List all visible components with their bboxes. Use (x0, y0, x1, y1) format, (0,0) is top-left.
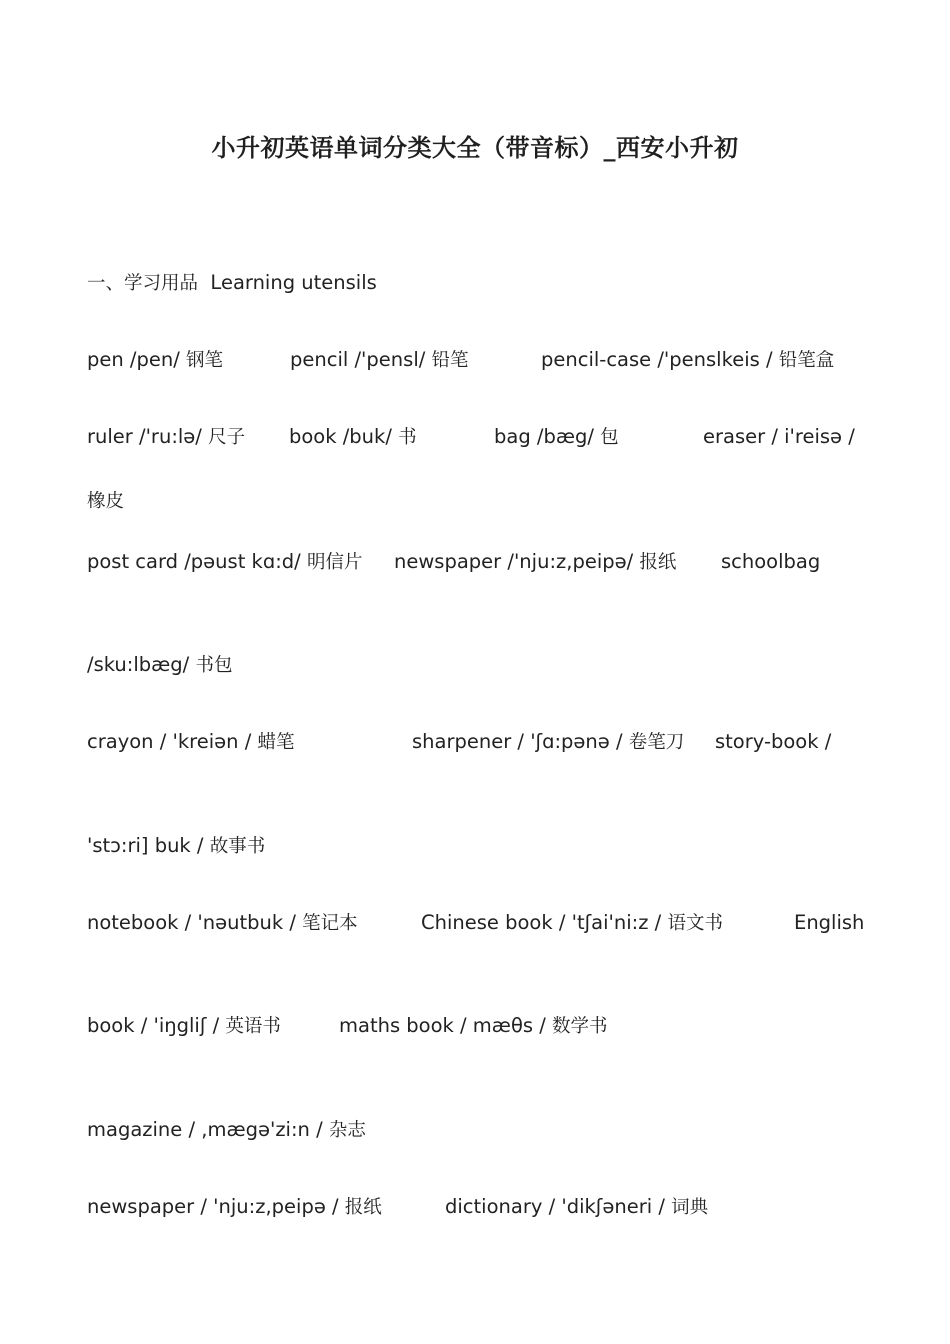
entry-cn: 橡皮 (87, 491, 125, 512)
entry-cn: 报纸 (639, 552, 677, 573)
entry-cn: 明信片 (306, 552, 363, 573)
entry-sharpener (412, 729, 684, 756)
entry-maths-book (339, 1013, 608, 1040)
entry-pencil-case (541, 347, 834, 374)
entry-pencil (290, 347, 469, 374)
entry-en: newspaper / 'nju:z,peipə / (87, 1195, 345, 1218)
entry-cn: 蜡笔 (257, 732, 295, 753)
entry-post-card (87, 549, 362, 576)
entry-en: book /buk/ (289, 425, 399, 448)
entry-crayon (87, 729, 294, 756)
entry-cn: 故事书 (209, 836, 266, 857)
entry-notebook (87, 910, 358, 937)
entry-en: eraser / i'reisə / (703, 425, 855, 448)
entry-english (794, 910, 864, 936)
entry-eraser-cn (87, 489, 124, 515)
entry-chinese-book (421, 910, 723, 937)
entry-en: dictionary / 'dikʃəneri / (445, 1195, 672, 1218)
entry-cn: 包 (600, 427, 619, 448)
entry-story-book-phonetic (87, 833, 265, 860)
entry-en: magazine / ,mægə'zi:n / (87, 1118, 329, 1141)
entry-en: crayon / 'kreiən / (87, 730, 258, 753)
entry-en: sharpener / 'ʃɑ:pənə / (412, 730, 629, 753)
entry-cn: 铅笔盒 (778, 350, 835, 371)
entry-en: newspaper /'nju:z,peipə/ (394, 550, 640, 573)
entry-schoolbag-phonetic (87, 652, 232, 679)
entry-pen (87, 347, 223, 374)
entry-book (289, 424, 417, 451)
entry-cn: 词典 (671, 1197, 709, 1218)
entry-cn: 钢笔 (186, 350, 224, 371)
entry-english-book (87, 1013, 281, 1040)
entry-cn: 书包 (195, 655, 233, 676)
entry-cn: 杂志 (328, 1120, 366, 1141)
entry-cn: 数学书 (552, 1016, 608, 1037)
entry-cn: 英语书 (225, 1016, 281, 1037)
entry-en: notebook / 'nəutbuk / (87, 911, 303, 934)
entry-cn: 尺子 (208, 427, 246, 448)
entry-schoolbag (721, 549, 820, 575)
document-title: 小升初英语单词分类大全（带音标）_西安小升初 (211, 134, 739, 162)
entry-cn: 卷笔刀 (628, 732, 685, 753)
entry-cn: 报纸 (344, 1197, 382, 1218)
entry-newspaper-2 (87, 1194, 382, 1221)
entry-en: pencil-case /'penslkeis / (541, 348, 779, 371)
entry-en: bag /bæg/ (494, 425, 601, 448)
entry-cn: 笔记本 (302, 913, 358, 934)
entry-en: ruler /'ru:lə/ (87, 425, 209, 448)
entry-story-book (715, 729, 831, 755)
entry-magazine (87, 1117, 366, 1144)
entry-en: 'stɔ:ri] buk / (87, 834, 210, 857)
entry-en: story-book / (715, 730, 832, 753)
entry-en: post card /pəust kɑ:d/ (87, 550, 307, 573)
entry-cn: 铅笔 (431, 350, 469, 371)
entry-cn: 语文书 (667, 913, 723, 934)
entry-cn: 书 (398, 427, 417, 448)
entry-ruler (87, 424, 245, 451)
entry-en: /sku:lbæg/ (87, 653, 196, 676)
entry-en: Chinese book / 'tʃai'ni:z / (421, 911, 668, 934)
entry-en: pen /pen/ (87, 348, 187, 371)
entry-en: book / 'iŋgliʃ / (87, 1014, 226, 1037)
section-heading (87, 270, 377, 297)
entry-bag (494, 424, 619, 451)
section-heading-cn: 一、学习用品 (87, 273, 199, 294)
entry-dictionary (445, 1194, 708, 1221)
entry-en: English (794, 911, 865, 934)
entry-en: schoolbag (721, 550, 821, 573)
entry-newspaper-1 (394, 549, 676, 576)
entry-en: pencil /'pensl/ (290, 348, 432, 371)
entry-eraser (703, 424, 855, 450)
entry-en: maths book / mæθs / (339, 1014, 553, 1037)
section-heading-en: Learning utensils (210, 271, 377, 294)
